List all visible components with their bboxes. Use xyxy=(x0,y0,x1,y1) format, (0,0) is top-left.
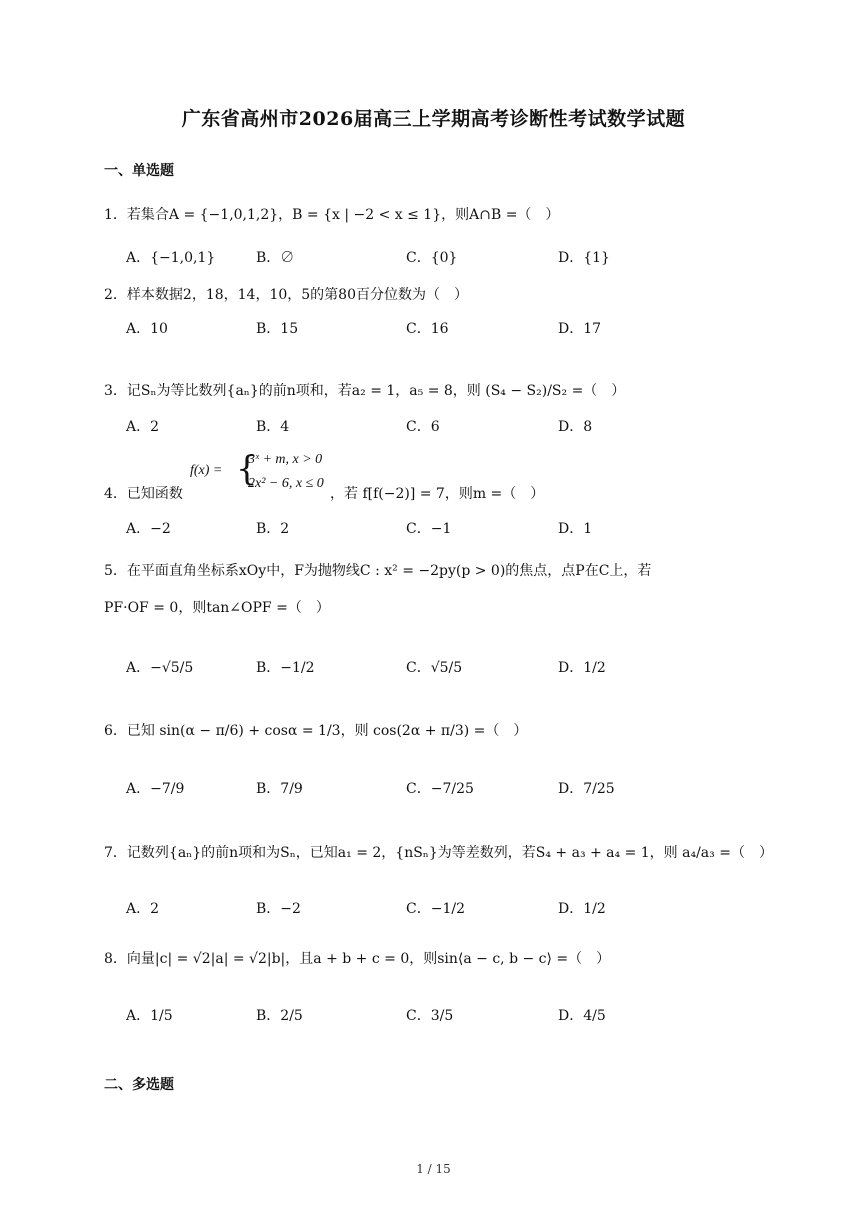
question-1-option-d: D．{1} xyxy=(558,250,610,266)
question-5-option-b: B．−1/2 xyxy=(256,660,315,676)
page-number: 1 / 15 xyxy=(416,1162,451,1176)
page-title: 广东省高州市2026届高三上学期高考诊断性考试数学试题 xyxy=(181,108,686,130)
question-5-stem-line-2: PF·OF = 0，则tan∠OPF =（ ） xyxy=(104,600,330,616)
question-3-option-b: B．4 xyxy=(256,419,290,435)
piecewise-brace: { xyxy=(236,449,258,489)
question-6-stem: 6．已知 sin(α − π/6) + cosα = 1/3，则 cos(2α + π/3) =（ ） xyxy=(104,723,528,739)
section-heading-single-choice: 一、单选题 xyxy=(104,163,174,179)
question-1-option-a: A．{−1,0,1} xyxy=(126,250,216,266)
question-6-option-c: C．−7/25 xyxy=(406,781,474,797)
question-3-option-c: C．6 xyxy=(406,419,440,435)
question-1-option-b: B．∅ xyxy=(256,250,295,266)
question-4-option-c: C．−1 xyxy=(406,521,452,537)
question-4-option-b: B．2 xyxy=(256,521,290,537)
question-8-option-c: C．3/5 xyxy=(406,1008,454,1024)
question-7-option-a: A．2 xyxy=(126,901,160,917)
question-7-option-c: C．−1/2 xyxy=(406,901,465,917)
question-2-option-d: D．17 xyxy=(558,321,602,337)
question-7-option-d: D．1/2 xyxy=(558,901,606,917)
question-3-stem: 3．记Sₙ为等比数列{aₙ}的前n项和，若a₂ = 1，a₅ = 8，则 (S₄ − S₂)/S₂ =（ ） xyxy=(104,383,626,399)
question-7-stem: 7．记数列{aₙ}的前n项和为Sₙ，已知a₁ = 2，{nSₙ}为等差数列，若S₄ + a₃ + a₄ = 1，则 a₄/a₃ =（ ） xyxy=(104,845,773,861)
question-5-option-c: C．√5/5 xyxy=(406,660,463,676)
question-2-stem: 2．样本数据2，18，14，10，5的第80百分位数为（ ） xyxy=(104,287,468,303)
question-4-stem-suffix: ，若 f[f(−2)] = 7，则m =（ ） xyxy=(330,486,545,502)
question-8-option-d: D．4/5 xyxy=(558,1008,606,1024)
question-1-option-c: C．{0} xyxy=(406,250,458,266)
question-8-option-b: B．2/5 xyxy=(256,1008,303,1024)
question-7-option-b: B．−2 xyxy=(256,901,301,917)
question-4-stem-prefix: 4．已知函数 xyxy=(104,486,183,502)
section-heading-multiple-choice: 二、多选题 xyxy=(104,1077,174,1093)
question-6-option-d: D．7/25 xyxy=(558,781,615,797)
function-label: f(x) = xyxy=(190,463,223,478)
question-6-option-a: A．−7/9 xyxy=(126,781,185,797)
question-3-option-a: A．2 xyxy=(126,419,160,435)
question-8-stem: 8．向量|c| = √2|a| = √2|b|，且a + b + c = 0，则sin⟨a − c, b − c⟩ =（ ） xyxy=(104,951,611,967)
question-1-stem: 1．若集合A = {−1,0,1,2}，B = {x | −2 < x ≤ 1}，则A∩B =（ ） xyxy=(104,207,560,223)
piecewise-case-2: 2x² − 6, x ≤ 0 xyxy=(248,476,324,491)
question-2-option-b: B．15 xyxy=(256,321,299,337)
question-4-option-d: D．1 xyxy=(558,521,593,537)
question-6-option-b: B．7/9 xyxy=(256,781,303,797)
question-8-option-a: A．1/5 xyxy=(126,1008,173,1024)
question-5-option-d: D．1/2 xyxy=(558,660,606,676)
question-2-option-c: C．16 xyxy=(406,321,449,337)
piecewise-case-1: 3ˣ + m, x > 0 xyxy=(248,452,323,467)
question-4-option-a: A．−2 xyxy=(126,521,171,537)
question-5-option-a: A．−√5/5 xyxy=(126,660,194,676)
question-2-option-a: A．10 xyxy=(126,321,168,337)
question-5-stem: 5．在平面直角坐标系xOy中，F为抛物线C : x² = −2py(p > 0)的焦点，点P在C上，若 xyxy=(104,563,652,579)
question-3-option-d: D．8 xyxy=(558,419,593,435)
